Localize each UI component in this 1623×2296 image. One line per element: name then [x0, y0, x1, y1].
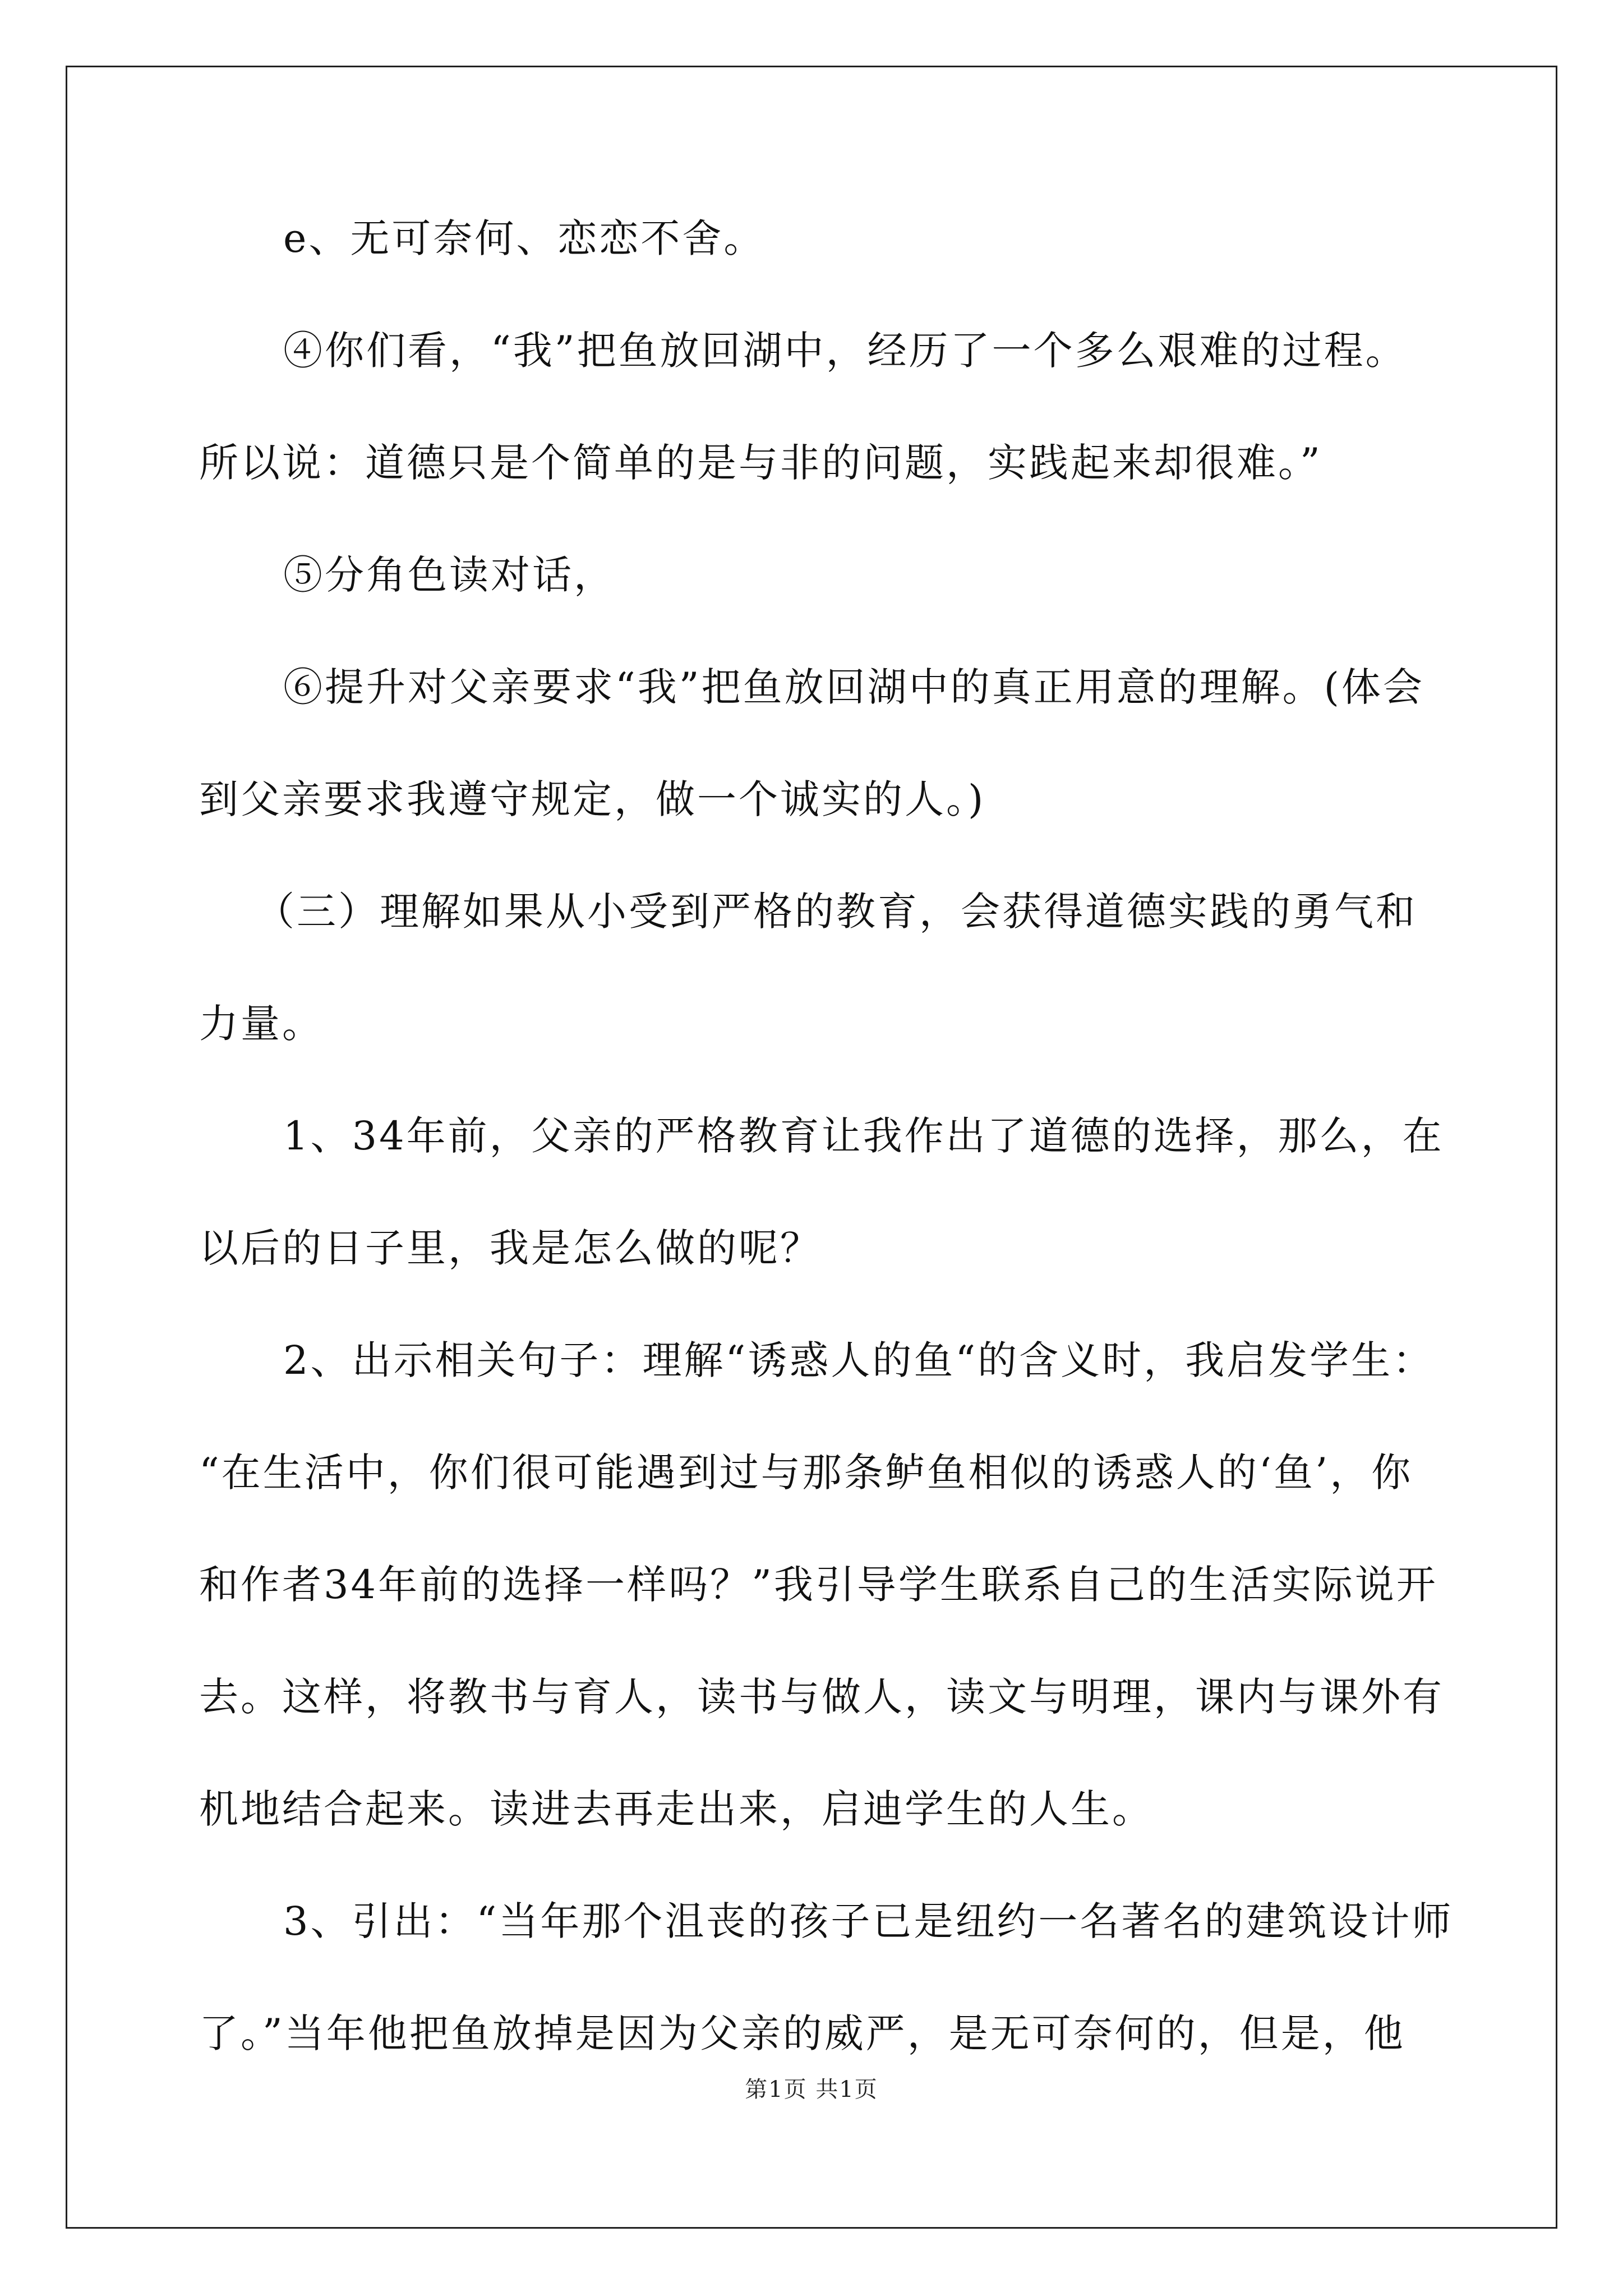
text-line-14: 去。这样，将教书与育人，读书与做人，读文与明理，课内与课外有 — [199, 1674, 1444, 1720]
text-line-3: 所以说：道德只是个简单的是与非的问题，实践起来却很难。” — [199, 440, 1322, 486]
text-line-2: ④你们看，“我”把鱼放回湖中，经历了一个多么艰难的过程。 — [283, 328, 1407, 374]
text-line-11: 2、出示相关句子：理解“诱惑人的鱼“的含义时，我启发学生： — [283, 1337, 1435, 1383]
page-number-footer: 第1页 共1页 — [745, 2077, 878, 2102]
text-line-17: 了。”当年他把鱼放掉是因为父亲的威严，是无可奈何的，但是，他 — [199, 2010, 1405, 2056]
text-line-9: 1、34年前，父亲的严格教育让我作出了道德的选择，那么，在 — [283, 1113, 1444, 1159]
text-line-15: 机地结合起来。读进去再走出来，启迪学生的人生。 — [199, 1786, 1154, 1832]
text-line-6: 到父亲要求我遵守规定，做一个诚实的人。) — [199, 776, 986, 822]
text-line-5: ⑥提升对父亲要求“我”把鱼放回湖中的真正用意的理解。(体会 — [283, 664, 1424, 710]
text-line-10: 以后的日子里，我是怎么做的呢？ — [199, 1225, 822, 1271]
text-line-16: 3、引出：“当年那个沮丧的孩子已是纽约一名著名的建筑设计师 — [283, 1898, 1454, 1944]
text-line-4: ⑤分角色读对话， — [283, 552, 615, 598]
text-line-13: 和作者34年前的选择一样吗？”我引导学生联系自己的生活实际说开 — [199, 1562, 1438, 1608]
text-line-7: （三）理解如果从小受到严格的教育，会获得道德实践的勇气和 — [255, 889, 1417, 935]
text-line-8: 力量。 — [199, 1001, 324, 1047]
text-line-12: “在生活中，你们很可能遇到过与那条鲈鱼相似的诱惑人的‘鱼’，你 — [199, 1450, 1413, 1496]
text-line-1: e、无可奈何、恋恋不舍。 — [283, 215, 766, 261]
